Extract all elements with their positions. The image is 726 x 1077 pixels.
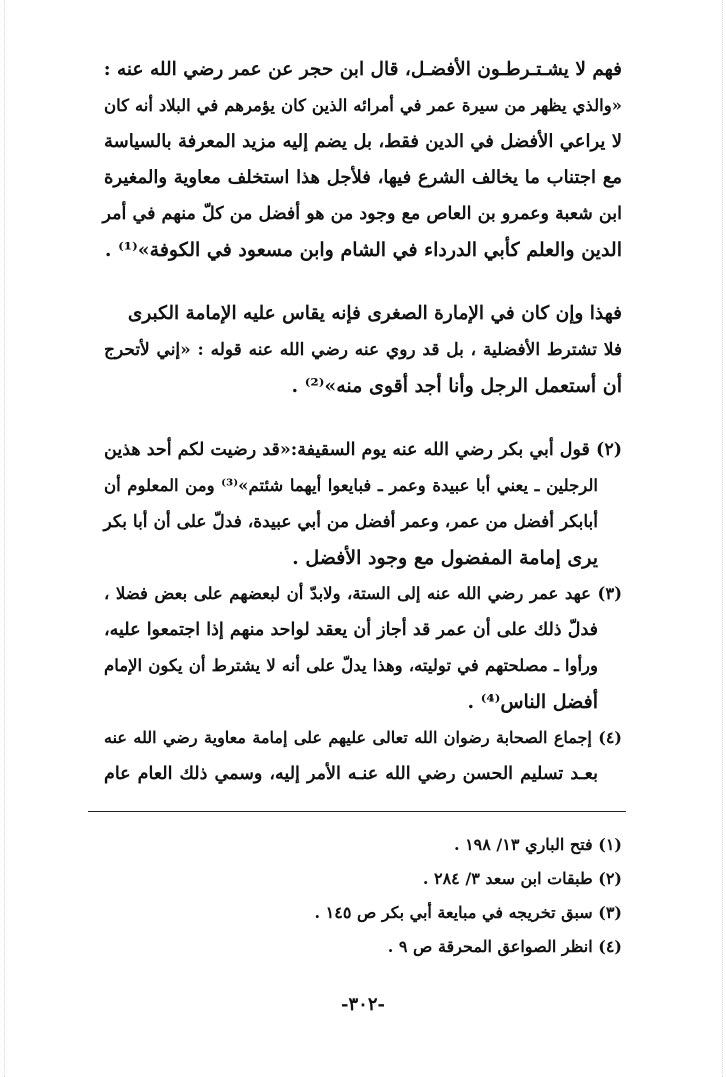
footnote-4: (٤) انظر الصواعق المحرقة ص ٩ . [387,937,622,956]
right-scan-edge [722,0,723,1077]
paragraph-1-line-1: فهم لا يشـتـرطـون الأفضـل، قال ابن حجر عن عمر رضي الله عنه : [103,59,622,80]
paragraph-1-line-3: لا يراعي الأفضل في الدين فقط، بل يضم إليه مزيد المعرفة بالسياسة [104,131,622,152]
point-2-line-3: أبابكر أفضل من عمر، وعمر أفضل من أبي عبيدة، فدلّ على أن أبا بكر [103,512,598,532]
point-2-line-1: (٢) قول أبي بكر رضي الله عنه يوم السقيفة:«قد رضيت لكم أحد هذين [104,440,622,460]
paragraph-2-line-2: فلا تشترط الأفضلية ، بل قد روي عنه رضي الله عنه قوله : «إني لأتحرج [104,340,622,360]
paragraph-2-line-1: فهذا وإن كان في الإمارة الصغرى فإنه يقاس عليه الإمامة الكبرى [127,303,622,324]
footnote-1: (١) فتح الباري ١٣/ ١٩٨ . [453,835,622,854]
footnote-2: (٢) طبقات ابن سعد ٣/ ٢٨٤ . [422,869,622,888]
paragraph-1-line-4: مع اجتناب ما يخالف الشرع فيها، فلأجل هذا استخلف معاوية والمغيرة [104,167,622,188]
point-2-line-2: الرجلين ـ يعني أبا عبيدة وعمر ـ فبايعوا أيهما شئتم»⁽³⁾ ومن المعلوم أن [104,476,598,495]
paragraph-1-line-2: «والذي يظهر من سيرة عمر في أمرائه الذين كان يؤمرهم في البلاد أنه كان [104,96,622,115]
paragraph-2-line-3: أن أستعمل الرجل وأنا أجد أقوى منه»⁽²⁾ . [291,375,622,397]
paragraph-1-line-6: الدين والعلم كأبي الدرداء في الشام وابن مسعود في الكوفة»⁽¹⁾ . [104,239,622,261]
point-3-line-4: أفضل الناس⁽⁴⁾ . [467,691,598,713]
footnote-separator [88,811,626,812]
left-scan-edge [4,0,5,1077]
point-4-line-2: بعـد تسليم الحسن رضي الله عنـه الأمر إليه، وسمي ذلك العام عام [104,764,598,784]
point-4-line-1: (٤) إجماع الصحابة رضوان الله تعالى عليهم على إمامة معاوية رضي الله عنه [104,728,622,747]
point-3-line-1: (٣) عهد عمر رضي الله عنه إلى الستة، ولابدّ أن لبعضهم على بعض فضلا ، [104,584,622,603]
point-2-line-4: يرى إمامة المفضول مع وجود الأفضل . [292,547,598,569]
paragraph-1-line-5: ابن شعبة وعمرو بن العاص مع وجود من هو أفضل من كلّ منهم في أمر [102,204,622,224]
point-3-line-3: ورأوا ـ مصلحتهم في توليته، وهذا يدلّ على أنه لا يشترط أن يكون الإمام [104,656,598,675]
point-3-line-2: فدلّ ذلك على أن عمر قد أجاز أن يعقد لواحد منهم إذا اجتمعوا عليه، [104,620,598,640]
page-number: -٣٠٢- [341,994,385,1015]
footnote-3: (٣) سبق تخريجه في مبايعة أبي بكر ص ١٤٥ . [314,903,622,922]
